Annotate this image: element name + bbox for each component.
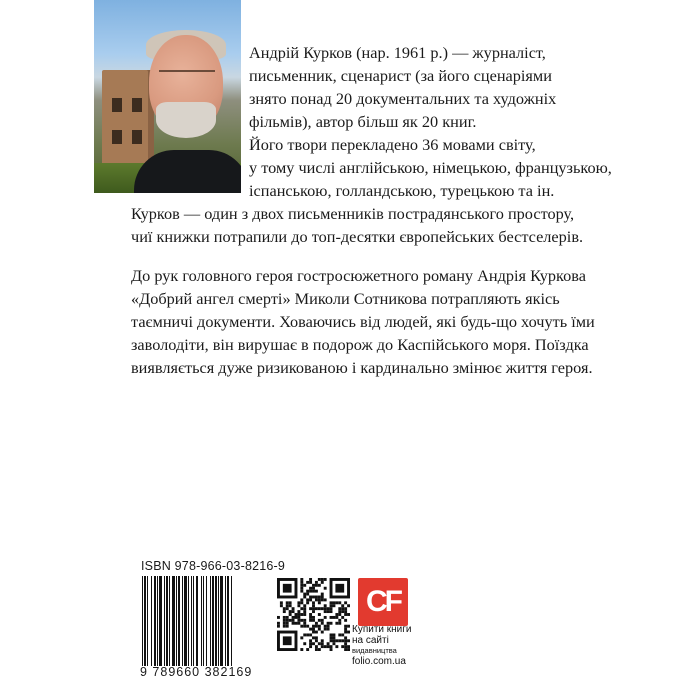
synopsis-line: «Добрий ангел смерті» Миколи Сотникова потрапляють якісь [131,289,560,308]
author-bio [249,41,612,202]
publisher-website-link[interactable]: folio.com.ua [352,655,406,667]
bio-line: фільмів), автор більш як 20 книг. [249,112,477,131]
qr-code[interactable] [277,578,350,651]
bio-line: у тому числі англійською, німецькою, французькою, [249,158,612,177]
buy-line: Купити книги [352,624,412,635]
author-photo [94,0,241,193]
bio-line: іспанською, голландською, турецькою та ін. [249,181,555,200]
bio-line: чиї книжки потрапили до топ-десятки європейських бестселерів. [131,227,584,246]
barcode-digits: 9 789660 382169 [140,665,253,679]
publisher-logo-text: CF [366,585,400,618]
bio-line: Курков — один з двох письменників пострадянського простору, [131,204,575,223]
bio-line: Його твори перекладено 36 мовами світу, [249,135,536,154]
buy-line: видавництва [352,646,397,655]
synopsis-line: таємничі документи. Ховаючись від людей, які будь-що хочуть їми [131,312,595,331]
bio-line: письменник, сценарист (за його сценаріями [249,66,552,85]
author-bio-continued [131,202,583,248]
synopsis-line: заволодіти, він вирушає в подорож до Каспійського моря. Поїздка [131,335,589,354]
bio-line: Андрій Курков (нар. 1961 р.) — журналіст, [249,43,546,62]
buy-line: на сайті [352,634,389,646]
isbn-label: ISBN 978-966-03-8216-9 [141,559,286,573]
synopsis-line: виявляється дуже ризикованою і кардинально змінює життя героя. [131,358,593,377]
bio-line: знято понад 20 документальних та художніх [249,89,557,108]
book-synopsis [131,264,595,379]
synopsis-line: До рук головного героя гостросюжетного роману Андрія Куркова [131,266,586,285]
barcode [142,576,269,666]
publisher-logo [358,578,408,626]
buy-online-note [352,625,412,667]
